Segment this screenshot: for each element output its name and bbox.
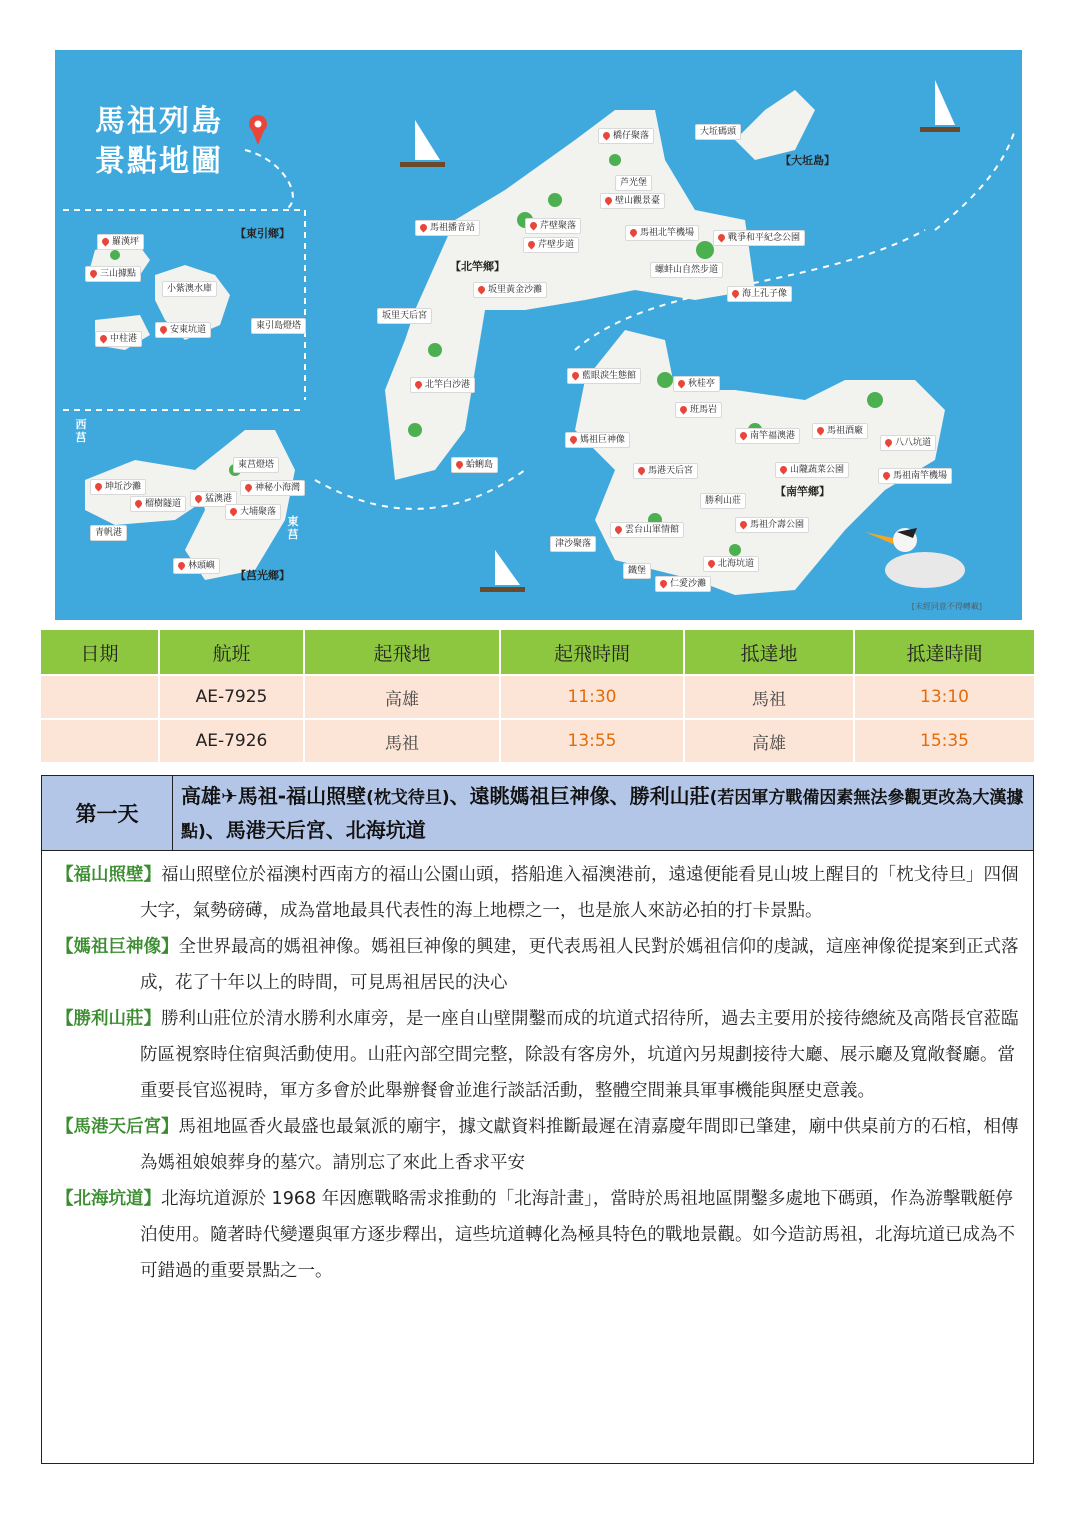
poi-shenmi[interactable]: 神秘小海灣 [240, 480, 305, 496]
poi-lintou[interactable]: 林頭嶼 [173, 558, 220, 574]
flight-table [41, 630, 1036, 762]
entry-text: 北海坑道源於 1968 年因應戰略需求推動的「北海計畫」，當時於馬祖地區開鑿多處地下碼頭，作為游擊戰艇停泊使用。隨著時代變遷與軍方逐步釋出，這些坑道轉化為極具特色的戰地景觀。如今造訪馬祖，北海坑道已成為不可錯過的重要景點之一。 [140, 1189, 1015, 1281]
poi-andong[interactable]: 安東坑道 [155, 322, 211, 338]
township-dongyin: 【東引鄉】 [235, 227, 290, 240]
township-daqiu: 【大坵島】 [780, 154, 835, 167]
poi-mazu-statue[interactable]: 媽祖巨神像 [565, 432, 630, 448]
poi-renai[interactable]: 仁愛沙灘 [655, 576, 711, 592]
poi-broadcast[interactable]: 馬祖播音站 [415, 220, 480, 236]
side-label-east: 東莒 [287, 515, 299, 541]
row-flight-code: AE-7926 [159, 719, 304, 762]
poi-sanshanzhuo[interactable]: 三山據點 [85, 266, 141, 282]
poi-mengao[interactable]: 猛澳港 [190, 491, 237, 507]
poi-distillery[interactable]: 馬祖酒廠 [812, 423, 868, 439]
row-date [41, 719, 159, 762]
poi-jinsha[interactable]: 津沙聚落 [550, 536, 596, 552]
poi-qiaozai[interactable]: 橋仔聚落 [598, 128, 654, 144]
poi-beihai[interactable]: 北海坑道 [703, 556, 759, 572]
header-departure-time: 起飛時間 [500, 630, 684, 675]
title-note-slogan: (枕戈待旦) [366, 788, 450, 808]
entry-tianhou [56, 1109, 1025, 1181]
map-title-line1: 馬祖列島 [95, 104, 223, 139]
row-flight-code: AE-7925 [159, 675, 304, 719]
township-beigan: 【北竿鄉】 [450, 260, 505, 273]
poi-dongyin-lighthouse[interactable]: 東引島燈塔 [251, 318, 306, 334]
day1-itinerary [41, 775, 1034, 1464]
entry-heading: 【媽祖巨神像】 [56, 937, 179, 957]
row-departure-time: 11:30 [500, 675, 684, 719]
poi-beigan-beach[interactable]: 北竿白沙港 [410, 377, 475, 393]
plane-icon: ✈ [221, 784, 238, 808]
title-sights: 、遠眺媽祖巨神像、勝利山莊 [449, 784, 710, 808]
poi-luguang[interactable]: 芦光堡 [615, 175, 652, 191]
poi-banli-temple[interactable]: 坂里天后宮 [377, 308, 432, 324]
row-from: 馬祖 [304, 719, 500, 762]
entry-heading: 【北海坑道】 [56, 1189, 161, 1209]
poi-qinbi-trail[interactable]: 芹壁步道 [523, 237, 579, 253]
poi-war-park[interactable]: 戰爭和平紀念公園 [713, 230, 805, 246]
row-departure-time: 13:55 [500, 719, 684, 762]
map-credit: [未經同意不得轉載] [911, 602, 982, 611]
title-note-military: (若因軍方戰備因素無法參觀更改為大漢據點) [181, 788, 1024, 842]
poi-jieshou[interactable]: 馬祖介壽公園 [735, 517, 809, 533]
entry-heading: 【福山照壁】 [56, 865, 161, 885]
poi-lanyan[interactable]: 藍眼淚生態館 [567, 368, 641, 384]
entry-text: 勝利山莊位於清水勝利水庫旁，是一座自山壁開鑿而成的坑道式招待所，過去主要用於接待總統及高階長官蒞臨防區視察時住宿與活動使用。山莊內部空間完整，除設有客房外，坑道內另規劃接待大廳、展示廳及寬敞餐廳。當重要長官巡視時，軍方多會於此舉辦餐會並進行談話活動，整體空間兼具軍事機能與歷史意義。 [140, 1009, 1019, 1101]
township-juguang: 【莒光鄉】 [235, 569, 290, 582]
day1-header [42, 776, 1033, 851]
row-from: 高雄 [304, 675, 500, 719]
poi-banli[interactable]: 坂里黃金沙灘 [473, 282, 547, 298]
entry-fushan [56, 857, 1025, 929]
table-row [41, 719, 1035, 762]
day1-label: 第一天 [42, 776, 173, 850]
row-arrival-time: 13:10 [854, 675, 1035, 719]
entry-mazu-statue [56, 929, 1025, 1001]
title-route: 馬祖-福山照壁 [237, 784, 367, 808]
map-title-line2: 景點地圖 [95, 144, 223, 179]
poi-tiebao[interactable]: 鐵堡 [623, 563, 651, 579]
poi-tieban[interactable]: 螺蚌山自然步道 [650, 262, 723, 278]
flight-header-row [41, 630, 1035, 675]
day1-title [173, 776, 1033, 850]
map-title [95, 102, 223, 182]
poi-xiaozi[interactable]: 小紫澳水庫 [162, 281, 217, 297]
day1-body [42, 851, 1033, 1289]
side-label-west: 西莒 [75, 418, 87, 444]
table-row [41, 675, 1035, 719]
entry-heading: 【馬港天后宮】 [56, 1117, 179, 1137]
row-to: 高雄 [684, 719, 854, 762]
entry-heading: 【勝利山莊】 [56, 1009, 161, 1029]
entry-shengli [56, 1001, 1025, 1109]
township-nangan: 【南竿鄉】 [775, 485, 830, 498]
title-sights-end: 、馬港天后宮、北海坑道 [205, 818, 426, 842]
row-date [41, 675, 159, 719]
row-to: 馬祖 [684, 675, 854, 719]
poi-tianhou[interactable]: 馬港天后宮 [633, 463, 698, 479]
poi-nianshu[interactable]: 榴樹隧道 [130, 496, 186, 512]
row-arrival-time: 15:35 [854, 719, 1035, 762]
header-departure-place: 起飛地 [304, 630, 500, 675]
header-date: 日期 [41, 630, 159, 675]
poi-nangan-airport[interactable]: 馬祖南竿機場 [878, 468, 952, 484]
poi-qinbi[interactable]: 芹壁聚落 [525, 218, 581, 234]
poi-daqiu-pier[interactable]: 大坵碼頭 [695, 124, 741, 140]
poi-beigan-airport[interactable]: 馬祖北竿機場 [625, 225, 699, 241]
poi-banmayan[interactable]: 班馬岩 [675, 402, 722, 418]
poi-kunqiu[interactable]: 坤坵沙灘 [90, 479, 146, 495]
entry-text: 馬祖地區香火最盛也最氣派的廟宇，據文獻資料推斷最遲在清嘉慶年間即已肇建，廟中供桌前方的石棺，相傳為媽祖娘娘葬身的墓穴。請別忘了來此上香求平安 [140, 1117, 1019, 1173]
poi-yuntai[interactable]: 雲台山軍情館 [610, 522, 684, 538]
island-map [55, 50, 1022, 620]
entry-text: 福山照壁位於福澳村西南方的福山公園山頭，搭船進入福澳港前，遠遠便能看見山坡上醒目的「枕戈待旦」四個大字，氣勢磅礡，成為當地最具代表性的海上地標之一，也是旅人來訪必拍的打卡景點。 [140, 865, 1019, 921]
poi-qingfan[interactable]: 青帆港 [90, 525, 127, 541]
poi-dapu[interactable]: 大埔聚落 [225, 504, 281, 520]
poi-juguang-lighthouse[interactable]: 東莒燈塔 [233, 457, 279, 473]
poi-nangan-port[interactable]: 南竿福澳港 [735, 428, 800, 444]
poi-gaozi[interactable]: 蛤蜊島 [451, 457, 498, 473]
poi-shanlong[interactable]: 山隴蔬菜公園 [775, 462, 849, 478]
poi-kongzi[interactable]: 海上孔子像 [727, 286, 792, 302]
poi-luohanping[interactable]: 羅漢坪 [97, 234, 144, 250]
poi-bibi-view[interactable]: 壁山觀景臺 [600, 193, 665, 209]
header-arrival-place: 抵達地 [684, 630, 854, 675]
poi-zhongzhu[interactable]: 中柱港 [95, 331, 142, 347]
poi-shengli[interactable]: 勝利山莊 [700, 493, 746, 509]
poi-qiuguiting[interactable]: 秋桂亭 [673, 376, 720, 392]
entry-beihai [56, 1181, 1025, 1289]
header-arrival-time: 抵達時間 [854, 630, 1035, 675]
entry-text: 全世界最高的媽祖神像。媽祖巨神像的興建，更代表馬祖人民對於媽祖信仰的虔誠，這座神像從提案到正式落成，花了十年以上的時間，可見馬祖居民的決心 [140, 937, 1019, 993]
poi-cave88[interactable]: 八八坑道 [880, 435, 936, 451]
title-origin: 高雄 [181, 784, 221, 808]
header-flight: 航班 [159, 630, 304, 675]
